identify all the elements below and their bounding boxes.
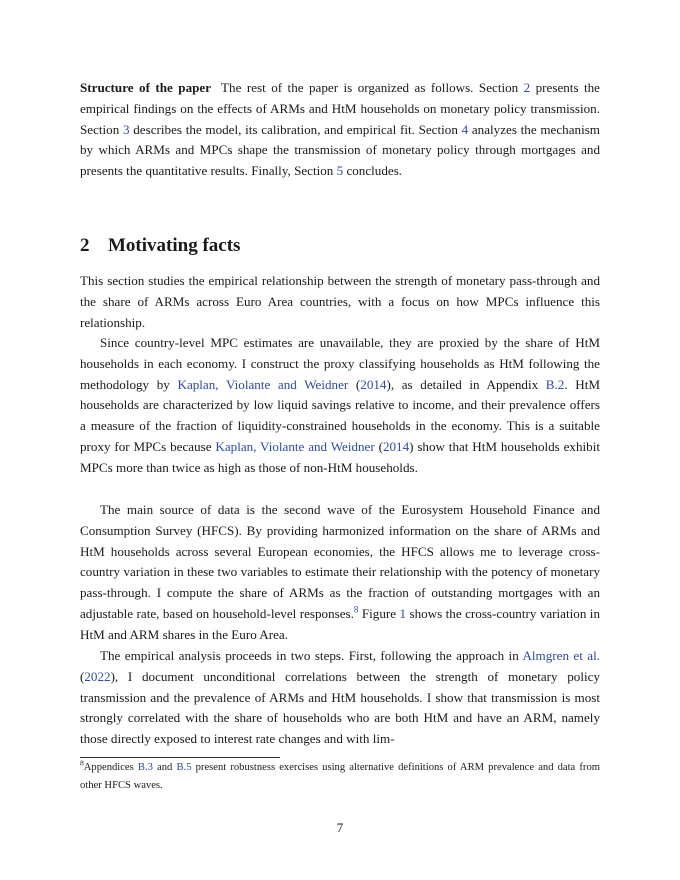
footnote-8 <box>80 759 600 795</box>
paragraph-data <box>80 500 600 646</box>
citation-kaplan-year[interactable]: 2014 <box>382 438 410 454</box>
footnote-text: Appendices <box>83 762 138 773</box>
section-5-link[interactable]: 5 <box>336 163 344 179</box>
citation-kaplan-authors[interactable]: Kaplan, Violante and Weidner <box>177 376 349 392</box>
figure-1-link[interactable]: 1 <box>399 605 407 621</box>
paragraph-text: This section studies the empirical relationship between the strength of monetary pass-through and the share of ARMs across Euro Area countries, with a focus on how MPCs influence this relationship. <box>80 273 600 330</box>
paragraph-text: ) show that HtM households exhibit MPCs more than twice as high as those of non-HtM households. <box>80 438 600 475</box>
paragraph-text: Since country-level MPC estimates are unavailable, they are proxied by the share of HtM households in each economy. I construct the proxy classifying households as HtM following the methodology by <box>80 335 600 392</box>
appendix-b2-link[interactable]: B.2 <box>545 376 565 392</box>
section-2-link[interactable]: 2 <box>523 80 531 95</box>
section-4-link[interactable]: 4 <box>461 121 469 137</box>
structure-text: presents the empirical findings on the effects of ARMs and HtM households on monetary policy transmission. Section <box>80 80 600 137</box>
paragraph-intro <box>80 271 600 333</box>
citation-almgren-authors[interactable]: Almgren et al. <box>522 648 601 663</box>
paragraph-text: Figure <box>358 605 400 621</box>
structure-text: analyzes the mechanism by which ARMs and MPCs shape the transmission of monetary policy through mortgages and presents the quantitative results. Finally, Section <box>80 121 600 179</box>
section-3-link[interactable]: 3 <box>123 121 130 137</box>
citation-kaplan-year[interactable]: 2014 <box>360 376 387 392</box>
footnote-text: present robustness exercises using alternative definitions of ARM prevalence and data from other HFCS waves. <box>80 762 600 791</box>
structure-heading: Structure of the paper <box>80 80 212 95</box>
page-number: 7 <box>336 820 344 835</box>
paragraph-text: ), I document unconditional correlations between the strength of monetary policy transmission and the prevalence of ARMs and HtM households. I show that transmission is most strongly correlated with the share of households who are both HtM and have an ARM, namely those directly exposed to interest rate changes and with lim- <box>80 668 600 747</box>
structure-text: The rest of the paper is organized as follows. Section <box>221 80 524 95</box>
structure-paragraph <box>80 78 600 182</box>
structure-text: describes the model, its calibration, and empirical fit. Section <box>129 121 462 137</box>
paragraph-text: The main source of data is the second wave of the Eurosystem Household Finance and Consumption Survey (HFCS). By providing harmonized information on the share of ARMs and HtM households across several European economies, the HFCS allows me to leverage cross-country variation in these two variables to estimate their relationship with the potency of monetary pass-through. I compute the share of ARMs as the fraction of outstanding mortgages with an adjustable rate, based on household-level responses. <box>80 502 600 621</box>
appendix-b3-link[interactable]: B.3 <box>137 762 153 773</box>
paragraph-proxy: Since country-level MPC estimates are unavailable, they are proxied by the share of HtM households in each economy. I construct the proxy classifying households as HtM following the methodology by Kaplan, Violante and Weidner (2014), as detailed in Appendix B.2. HtM households are characterized by low liquid savings relative to income, and their prevalence offers a measure of the fraction of liquidity-constrained households in the economy. This is a suitable proxy for MPCs because Kaplan, Violante and Weidner (2014) show that HtM households exhibit MPCs more than twice as high as those of non-HtM households. <box>80 335 600 475</box>
paragraph-text: The empirical analysis proceeds in two steps. First, following the approach in <box>100 648 523 663</box>
footnote-8-marker[interactable]: 8 <box>353 604 359 615</box>
footnote-mark: 8 <box>80 758 84 768</box>
citation-almgren-year[interactable]: 2022 <box>84 668 111 684</box>
section-heading <box>80 234 240 258</box>
structure-text: concludes. <box>343 163 403 179</box>
citation-kaplan-authors[interactable]: Kaplan, Violante and Weidner <box>215 438 375 454</box>
section-title: Motivating facts <box>108 235 241 256</box>
footnote-divider <box>80 757 280 758</box>
paragraph-text: ), as detailed in Appendix <box>386 376 546 392</box>
paragraph-text: . HtM households are characterized by low liquid savings relative to income, and their prevalence offers a measure of the fraction of liquidity-constrained households in the economy. This is a suitable proxy for MPCs because <box>80 376 600 454</box>
footnote-text: and <box>152 762 177 773</box>
section-number: 2 <box>80 235 90 256</box>
paragraph-text: shows the cross-country variation in HtM and ARM shares in the Euro Area. <box>80 605 600 642</box>
appendix-b5-link[interactable]: B.5 <box>176 762 192 773</box>
paragraph-analysis: The empirical analysis proceeds in two steps. First, following the approach in Almgren et al. (2022), I document unconditional correlations between the strength of monetary policy transmission and the prevalence of ARMs and HtM households. I show that transmission is most strongly correlated with the share of households who are both HtM and have an ARM, namely those directly exposed to interest rate changes and with lim- <box>80 648 601 747</box>
